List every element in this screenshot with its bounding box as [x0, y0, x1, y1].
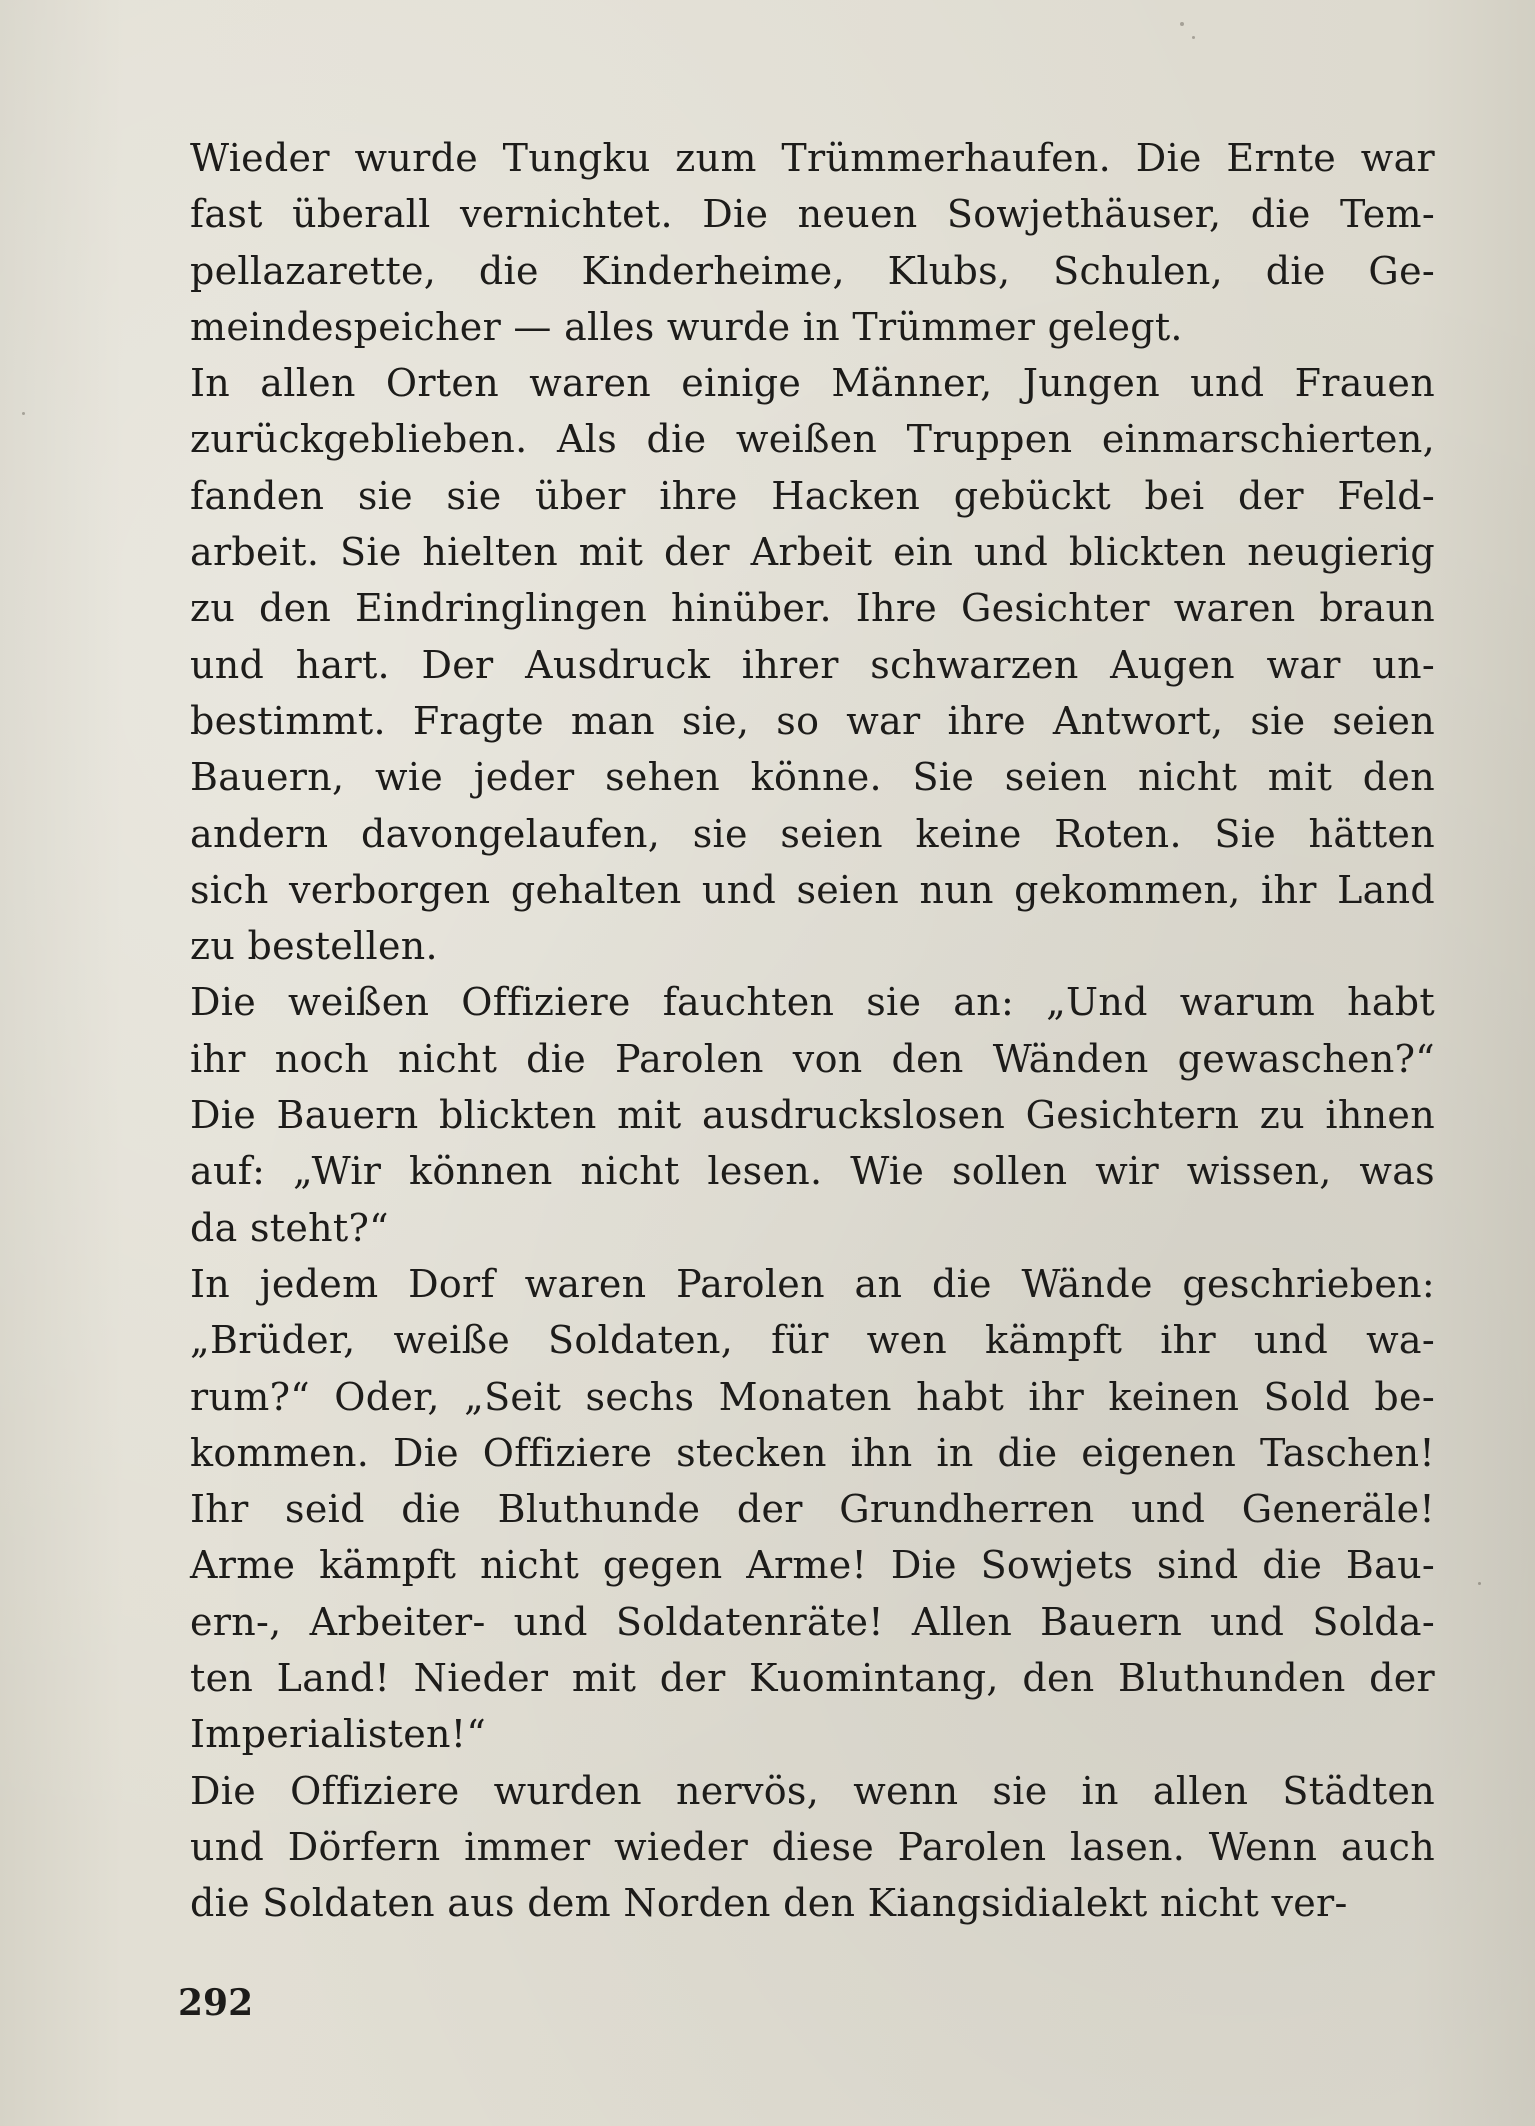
text-line: auf: „Wir können nicht lesen. Wie sollen wir wissen, was [190, 1149, 1435, 1194]
text-line: In allen Orten waren einige Männer, Jungen und Frauen [190, 361, 1435, 406]
text-line: Die Offiziere wurden nervös, wenn sie in allen Städten [190, 1768, 1435, 1813]
text-line: sich verborgen gehalten und seien nun gekommen, ihr Land [190, 867, 1435, 912]
text-line: die Soldaten aus dem Norden den Kiangsidialekt nicht ver- [190, 1881, 1348, 1926]
body-text [190, 130, 1435, 1932]
text-line: fanden sie sie über ihre Hacken gebückt bei der Feld- [190, 473, 1435, 518]
text-line: meindespeicher — alles wurde in Trümmer gelegt. [190, 304, 1183, 349]
paper-speck [22, 412, 25, 415]
text-line: ten Land! Nieder mit der Kuomintang, den Bluthunden der [190, 1656, 1435, 1701]
text-line: Die Bauern blickten mit ausdruckslosen Gesichtern zu ihnen [190, 1093, 1435, 1138]
text-line: Imperialisten!“ [190, 1712, 487, 1757]
page-number: 292 [178, 1982, 254, 2024]
text-line: In jedem Dorf waren Parolen an die Wände geschrieben: [190, 1261, 1435, 1306]
text-line: andern davongelaufen, sie seien keine Roten. Sie hätten [190, 811, 1435, 856]
text-line: Wieder wurde Tungku zum Trümmerhaufen. Die Ernte war [190, 136, 1435, 180]
text-line: bestimmt. Fragte man sie, so war ihre Antwort, sie seien [190, 698, 1435, 743]
text-line: pellazarette, die Kinderheime, Klubs, Schulen, die Ge- [190, 248, 1435, 293]
text-line: da steht?“ [190, 1205, 389, 1250]
text-line: Ihr seid die Bluthunde der Grundherren und Generäle! [190, 1487, 1435, 1532]
text-line: Bauern, wie jeder sehen könne. Sie seien nicht mit den [190, 755, 1435, 800]
paper-speck [1192, 36, 1195, 39]
text-line: Arme kämpft nicht gegen Arme! Die Sowjets sind die Bau- [190, 1543, 1435, 1588]
text-line: fast überall vernichtet. Die neuen Sowjethäuser, die Tem- [190, 192, 1435, 237]
text-line: arbeit. Sie hielten mit der Arbeit ein und blickten neugierig [190, 530, 1435, 575]
paper-speck [1180, 22, 1184, 26]
text-line: kommen. Die Offiziere stecken ihn in die eigenen Taschen! [190, 1430, 1435, 1475]
text-line: und Dörfern immer wieder diese Parolen lasen. Wenn auch [190, 1824, 1435, 1869]
text-line: zu bestellen. [190, 924, 438, 969]
text-line: Die weißen Offiziere fauchten sie an: „Und warum habt [190, 980, 1435, 1025]
text-line: ihr noch nicht die Parolen von den Wänden gewaschen?“ [190, 1036, 1435, 1081]
text-line: zu den Eindringlingen hinüber. Ihre Gesichter waren braun [190, 586, 1435, 631]
text-line: rum?“ Oder, „Seit sechs Monaten habt ihr keinen Sold be- [190, 1374, 1435, 1419]
text-line: „Brüder, weiße Soldaten, für wen kämpft ihr und wa- [190, 1318, 1435, 1363]
text-line: und hart. Der Ausdruck ihrer schwarzen Augen war un- [190, 642, 1435, 687]
text-line: zurückgeblieben. Als die weißen Truppen einmarschierten, [190, 417, 1435, 462]
paper-speck [1478, 1582, 1481, 1585]
text-line: ern-, Arbeiter- und Soldatenräte! Allen Bauern und Solda- [190, 1599, 1435, 1644]
